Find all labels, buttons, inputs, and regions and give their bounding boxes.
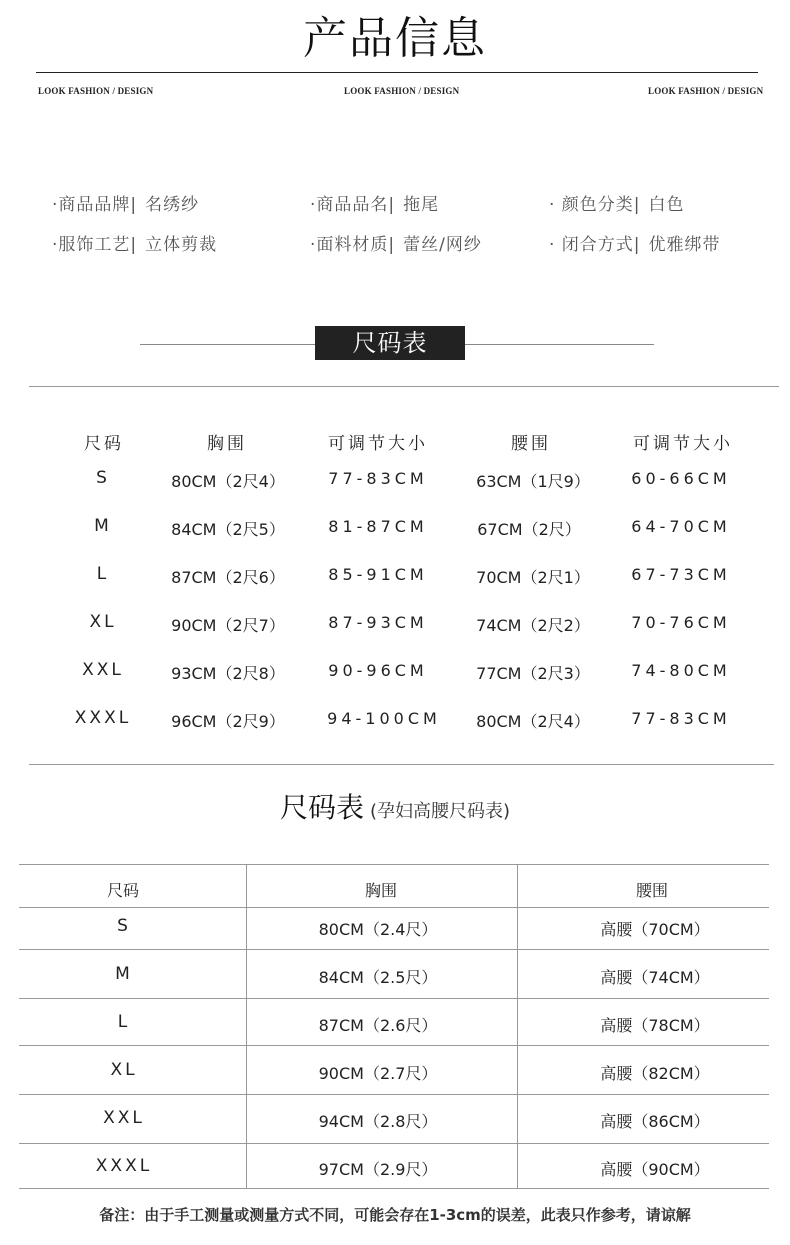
size-cell: M — [115, 964, 133, 984]
header-divider — [36, 72, 758, 73]
adjustable-col-header: 可调节大小 — [328, 434, 428, 454]
tagline-center: LOOK FASHION / DESIGN — [344, 86, 460, 96]
grid-line — [517, 864, 518, 1189]
size-cell: S — [117, 916, 131, 936]
waist-cell: 高腰（70CM） — [600, 920, 710, 939]
size-cell: XXXL — [95, 1156, 153, 1176]
waist-cell: 63CM（1尺9） — [476, 472, 590, 491]
adjustable-cell: 74-80CM — [631, 661, 731, 680]
size-cell: XXL — [82, 660, 124, 680]
bust-cell: 87CM（2尺6） — [171, 568, 285, 587]
adjustable-cell: 60-66CM — [631, 469, 731, 488]
info-brand — [52, 190, 199, 215]
bust-cell: 84CM（2.5尺） — [318, 968, 438, 987]
grid-line — [19, 907, 769, 908]
waist-cell: 67CM（2尺） — [477, 520, 581, 539]
info-label: · 颜色分类| — [549, 195, 641, 215]
size-cell: M — [94, 516, 112, 536]
waist-cell: 80CM（2尺4） — [476, 712, 590, 731]
bust-cell: 90CM（2.7尺） — [318, 1064, 438, 1083]
section-title-line-right — [465, 344, 654, 345]
info-label: ·服饰工艺| — [52, 235, 138, 255]
grid-line — [19, 998, 769, 999]
grid-line — [19, 864, 769, 865]
bust-cell: 84CM（2尺5） — [171, 520, 285, 539]
info-value: 拖尾 — [403, 195, 440, 215]
grid-line — [246, 864, 247, 1189]
bust-cell: 90CM（2尺7） — [171, 616, 285, 635]
tagline-right: LOOK FASHION / DESIGN — [648, 86, 764, 96]
info-value: 名绣纱 — [145, 195, 200, 215]
info-label: ·商品品名| — [310, 195, 396, 215]
size-cell: XXL — [103, 1108, 145, 1128]
waist-cell: 高腰（78CM） — [600, 1016, 710, 1035]
size-col-header: 尺码 — [84, 434, 124, 454]
info-label: · 闭合方式| — [549, 235, 641, 255]
bust-cell: 97CM（2.9尺） — [318, 1160, 438, 1179]
bust-cell: 96CM（2尺9） — [171, 712, 285, 731]
waist-col-header: 腰围 — [511, 434, 551, 454]
bust-col-header: 胸围 — [207, 434, 247, 454]
info-label: ·商品品牌| — [52, 195, 138, 215]
info-value: 优雅绑带 — [648, 235, 721, 255]
size-cell: L — [117, 1012, 131, 1032]
waist-cell: 高腰（82CM） — [600, 1064, 710, 1083]
grid-line — [19, 1045, 769, 1046]
size-col-header: 尺码 — [106, 881, 140, 900]
tagline-left: LOOK FASHION / DESIGN — [38, 86, 154, 96]
info-label: ·面料材质| — [310, 235, 396, 255]
info-closure — [549, 230, 721, 255]
info-product-name — [310, 190, 439, 215]
grid-line — [19, 949, 769, 950]
size-cell: XL — [110, 1060, 138, 1080]
info-value: 立体剪裁 — [145, 235, 218, 255]
adjustable-col-header: 可调节大小 — [633, 434, 733, 454]
adjustable-cell: 77-83CM — [631, 709, 731, 728]
waist-cell: 高腰（86CM） — [600, 1112, 710, 1131]
size-cell: XXXL — [74, 708, 132, 728]
grid-line — [19, 1188, 769, 1189]
maternity-table-heading — [0, 786, 790, 826]
info-craft — [52, 230, 217, 255]
info-color — [549, 190, 685, 215]
adjustable-cell: 70-76CM — [631, 613, 731, 632]
adjustable-cell: 81-87CM — [328, 517, 428, 536]
waist-cell: 高腰（74CM） — [600, 968, 710, 987]
waist-cell: 77CM（2尺3） — [476, 664, 590, 683]
adjustable-cell: 94-100CM — [327, 709, 441, 728]
info-value: 白色 — [648, 195, 685, 215]
page-title: 产品信息 — [303, 13, 487, 64]
maternity-table-subtitle: (孕妇高腰尺码表) — [369, 801, 511, 822]
size-table-bottom-rule — [29, 764, 774, 765]
size-table-top-rule — [29, 386, 779, 387]
waist-cell: 70CM（2尺1） — [476, 568, 590, 587]
size-table-title: 尺码表 — [315, 326, 465, 360]
waist-col-header: 腰围 — [635, 881, 669, 900]
adjustable-cell: 77-83CM — [328, 469, 428, 488]
adjustable-cell: 90-96CM — [328, 661, 428, 680]
bust-cell: 94CM（2.8尺） — [318, 1112, 438, 1131]
maternity-table-title: 尺码表 — [279, 791, 364, 824]
adjustable-cell: 64-70CM — [631, 517, 731, 536]
bust-cell: 87CM（2.6尺） — [318, 1016, 438, 1035]
section-title-line-left — [140, 344, 315, 345]
size-cell: S — [96, 468, 110, 488]
bust-col-header: 胸围 — [364, 881, 398, 900]
bust-cell: 80CM（2尺4） — [171, 472, 285, 491]
info-material — [310, 230, 482, 255]
bust-cell: 80CM（2.4尺） — [318, 920, 438, 939]
bust-cell: 93CM（2尺8） — [171, 664, 285, 683]
waist-cell: 高腰（90CM） — [600, 1160, 710, 1179]
size-cell: L — [96, 564, 110, 584]
adjustable-cell: 67-73CM — [631, 565, 731, 584]
grid-line — [19, 1094, 769, 1095]
grid-line — [19, 1143, 769, 1144]
info-value: 蕾丝/网纱 — [403, 235, 482, 255]
waist-cell: 74CM（2尺2） — [476, 616, 590, 635]
adjustable-cell: 85-91CM — [328, 565, 428, 584]
size-cell: XL — [89, 612, 117, 632]
disclaimer-note: 备注：由于手工测量或测量方式不同，可能会存在1-3cm的误差，此表只作参考，请谅解 — [99, 1206, 691, 1224]
adjustable-cell: 87-93CM — [328, 613, 428, 632]
